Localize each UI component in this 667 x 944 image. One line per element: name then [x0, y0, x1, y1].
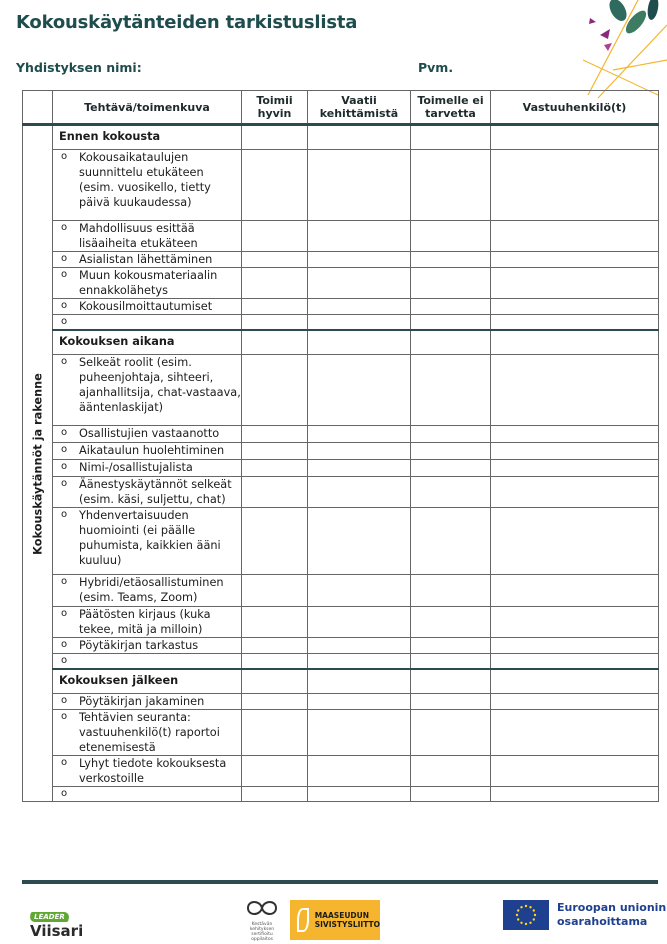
task-text: Mahdollisuus esittää lisäaiheita etukäteen [79, 222, 198, 250]
no-need-cell[interactable] [411, 654, 491, 670]
no-need-cell[interactable] [411, 252, 491, 268]
task-cell [53, 756, 242, 787]
bullet-icon: o [61, 576, 68, 587]
works-well-cell[interactable] [242, 252, 308, 268]
works-well-cell[interactable] [242, 221, 308, 252]
item-row [23, 654, 659, 670]
item-row [23, 575, 659, 607]
section-cell [411, 330, 491, 355]
needs-development-cell[interactable] [308, 268, 411, 299]
responsible-cell[interactable] [491, 299, 659, 315]
no-need-cell[interactable] [411, 221, 491, 252]
task-text: Kokousaikataulujen suunnittelu etukäteen (esim. vuosikello, tietty päivä kuukaudessa) [79, 151, 211, 209]
item-row [23, 508, 659, 575]
task-text: Kokousilmoittautumiset [79, 300, 213, 313]
section-cell [308, 125, 411, 150]
no-need-cell[interactable] [411, 443, 491, 460]
needs-development-cell[interactable] [308, 252, 411, 268]
task-cell [53, 607, 242, 638]
item-row [23, 252, 659, 268]
task-text [75, 787, 241, 801]
task-text: Tehtävien seuranta: vastuuhenkilö(t) raportoi etenemisestä [79, 711, 220, 754]
bullet-icon: o [61, 695, 68, 706]
bullet-icon: o [61, 788, 68, 799]
item-row [23, 315, 659, 331]
task-cell [53, 426, 242, 443]
item-row [23, 221, 659, 252]
task-text: Osallistujien vastaanotto [79, 427, 220, 440]
bullet-icon: o [61, 269, 68, 280]
task-text: Muun kokousmateriaalin ennakkolähetys [79, 269, 218, 297]
eu-star [529, 922, 531, 924]
no-need-cell[interactable] [411, 787, 491, 802]
bullet-icon: o [61, 151, 68, 162]
bullet-icon: o [61, 655, 68, 666]
no-need-cell[interactable] [411, 355, 491, 426]
task-cell [53, 575, 242, 607]
checklist-table [22, 90, 659, 802]
needs-development-cell[interactable] [308, 355, 411, 426]
responsible-cell[interactable] [491, 315, 659, 331]
responsible-cell[interactable] [491, 268, 659, 299]
bullet-icon: o [61, 253, 68, 264]
section-cell [242, 330, 308, 355]
task-cell [53, 508, 242, 575]
no-need-cell[interactable] [411, 508, 491, 575]
needs-development-cell[interactable] [308, 299, 411, 315]
header-responsible: Vastuuhenkilö(t) [491, 91, 659, 125]
vertical-label: Kokouskäytännöt ja rakenne [31, 372, 44, 555]
section-row [23, 669, 659, 694]
floral-decoration [578, 0, 667, 100]
bullet-icon: o [61, 711, 68, 722]
item-row [23, 268, 659, 299]
bullet-icon: o [61, 639, 68, 650]
section-row [23, 330, 659, 355]
eu-star [520, 906, 522, 908]
eu-flag-icon [503, 900, 549, 930]
header-task: Tehtävä/toimenkuva [53, 91, 242, 125]
task-cell [53, 787, 242, 802]
responsible-cell[interactable] [491, 426, 659, 443]
works-well-cell[interactable] [242, 150, 308, 221]
section-cell [411, 125, 491, 150]
responsible-cell[interactable] [491, 638, 659, 654]
eu-star [533, 918, 535, 920]
needs-development-cell[interactable] [308, 315, 411, 331]
infinity-icon [242, 898, 282, 918]
item-row [23, 694, 659, 710]
responsible-cell[interactable] [491, 575, 659, 607]
task-cell [53, 150, 242, 221]
header-blank [23, 91, 53, 125]
ms-text-1: MAASEUDUN [314, 911, 369, 920]
section-cell [242, 669, 308, 694]
task-text: Asialistan lähettäminen [79, 253, 213, 266]
responsible-cell[interactable] [491, 150, 659, 221]
task-text: Nimi-/osallistujalista [79, 461, 193, 474]
works-well-cell[interactable] [242, 607, 308, 638]
header-needs-development: Vaatii kehittämistä [308, 91, 411, 125]
works-well-cell[interactable] [242, 443, 308, 460]
responsible-cell[interactable] [491, 252, 659, 268]
no-need-cell[interactable] [411, 756, 491, 787]
no-need-cell[interactable] [411, 575, 491, 607]
responsible-cell[interactable] [491, 756, 659, 787]
task-cell [53, 268, 242, 299]
works-well-cell[interactable] [242, 756, 308, 787]
leader-name: Viisari [30, 922, 84, 940]
responsible-cell[interactable] [491, 460, 659, 477]
header-no-need: Toimelle ei tarvetta [411, 91, 491, 125]
task-text: Hybridi/etäosallistuminen (esim. Teams, Zoom) [79, 576, 224, 604]
no-need-cell[interactable] [411, 638, 491, 654]
bullet-icon: o [61, 427, 68, 438]
works-well-cell[interactable] [242, 268, 308, 299]
task-cell [53, 654, 242, 670]
responsible-cell[interactable] [491, 654, 659, 670]
leader-tag: LEADER [29, 912, 69, 922]
item-row [23, 787, 659, 802]
responsible-cell[interactable] [491, 443, 659, 460]
task-text: Lyhyt tiedote kokouksesta verkostoille [79, 757, 227, 785]
eu-star [517, 918, 519, 920]
bottom-rule [22, 880, 658, 884]
item-row [23, 638, 659, 654]
section-title: Kokouksen aikana [53, 330, 242, 355]
section-row [23, 125, 659, 150]
item-row [23, 355, 659, 426]
bullet-icon: o [61, 316, 68, 327]
item-row [23, 460, 659, 477]
needs-development-cell[interactable] [308, 221, 411, 252]
works-well-cell[interactable] [242, 638, 308, 654]
section-cell [308, 669, 411, 694]
task-cell [53, 252, 242, 268]
task-cell [53, 299, 242, 315]
no-need-cell[interactable] [411, 299, 491, 315]
needs-development-cell[interactable] [308, 694, 411, 710]
org-name-label: Yhdistyksen nimi: [16, 60, 142, 75]
item-row [23, 443, 659, 460]
task-cell [53, 477, 242, 508]
section-cell [308, 330, 411, 355]
works-well-cell[interactable] [242, 508, 308, 575]
needs-development-cell[interactable] [308, 654, 411, 670]
needs-development-cell[interactable] [308, 150, 411, 221]
eu-text [557, 901, 666, 929]
works-well-cell[interactable] [242, 460, 308, 477]
responsible-cell[interactable] [491, 787, 659, 802]
bullet-icon: o [61, 356, 68, 367]
eu-text-1: Euroopan unionin [557, 901, 667, 914]
bullet-icon: o [61, 509, 68, 520]
leaf-icon [297, 908, 309, 932]
eu-text-2: osarahoittama [557, 915, 648, 928]
responsible-cell[interactable] [491, 221, 659, 252]
section-cell [242, 125, 308, 150]
responsible-cell[interactable] [491, 477, 659, 508]
works-well-cell[interactable] [242, 315, 308, 331]
maaseudun-sivistysliitto-logo [240, 898, 380, 942]
bullet-icon: o [61, 300, 68, 311]
bullet-icon: o [61, 608, 68, 619]
works-well-cell[interactable] [242, 787, 308, 802]
item-row [23, 710, 659, 756]
no-need-cell[interactable] [411, 477, 491, 508]
item-row [23, 426, 659, 443]
needs-development-cell[interactable] [308, 607, 411, 638]
eu-star [525, 923, 527, 925]
header-works-well: Toimii hyvin [242, 91, 308, 125]
eu-star [520, 922, 522, 924]
bullet-icon: o [61, 444, 68, 455]
task-text: Äänestyskäytännöt selkeät (esim. käsi, suljettu, chat) [79, 478, 232, 506]
responsible-cell[interactable] [491, 607, 659, 638]
task-text [75, 315, 241, 329]
no-need-cell[interactable] [411, 315, 491, 331]
eu-star [529, 906, 531, 908]
responsible-cell[interactable] [491, 694, 659, 710]
task-text: Pöytäkirjan jakaminen [79, 695, 205, 708]
section-title: Ennen kokousta [53, 125, 242, 150]
page-title: Kokouskäytänteiden tarkistuslista [16, 12, 358, 33]
item-row [23, 607, 659, 638]
needs-development-cell[interactable] [308, 508, 411, 575]
needs-development-cell[interactable] [308, 638, 411, 654]
eu-cofunded-logo [503, 900, 666, 930]
needs-development-cell[interactable] [308, 787, 411, 802]
section-cell [411, 669, 491, 694]
eu-star [525, 905, 527, 907]
responsible-cell[interactable] [491, 355, 659, 426]
certified-text: Kestävän kehityksen sertifioitu oppilaitos [249, 922, 275, 942]
task-text: Pöytäkirjan tarkastus [79, 639, 199, 652]
needs-development-cell[interactable] [308, 477, 411, 508]
ms-box [290, 900, 380, 940]
ms-text [315, 911, 380, 929]
ms-text-2: SIVISTYSLIITTO [314, 920, 380, 929]
task-cell [53, 355, 242, 426]
task-cell [53, 443, 242, 460]
bullet-icon: o [61, 757, 68, 768]
task-text: Päätösten kirjaus (kuka tekee, mitä ja milloin) [79, 608, 211, 636]
works-well-cell[interactable] [242, 355, 308, 426]
needs-development-cell[interactable] [308, 756, 411, 787]
task-cell [53, 221, 242, 252]
task-cell [53, 638, 242, 654]
no-need-cell[interactable] [411, 607, 491, 638]
needs-development-cell[interactable] [308, 710, 411, 756]
bullet-icon: o [61, 222, 68, 233]
task-cell [53, 710, 242, 756]
task-text [75, 654, 241, 668]
header-row [23, 91, 659, 125]
needs-development-cell[interactable] [308, 460, 411, 477]
section-cell [491, 330, 659, 355]
item-row [23, 477, 659, 508]
needs-development-cell[interactable] [308, 426, 411, 443]
bullet-icon: o [61, 478, 68, 489]
no-need-cell[interactable] [411, 460, 491, 477]
leader-viisari-logo [30, 904, 83, 940]
works-well-cell[interactable] [242, 694, 308, 710]
task-text: Selkeät roolit (esim. puheenjohtaja, sihteeri, ajanhallitsija, chat-vastaava, ääntenlaskijat) [79, 356, 241, 414]
item-row [23, 299, 659, 315]
responsible-cell[interactable] [491, 710, 659, 756]
item-row [23, 150, 659, 221]
task-text: Yhdenvertaisuuden huomiointi (ei päälle puhumista, kaikkien ääni kuuluu) [79, 509, 221, 567]
no-need-cell[interactable] [411, 426, 491, 443]
section-title: Kokouksen jälkeen [53, 669, 242, 694]
item-row [23, 756, 659, 787]
needs-development-cell[interactable] [308, 443, 411, 460]
task-cell [53, 315, 242, 331]
no-need-cell[interactable] [411, 694, 491, 710]
vertical-label-cell [23, 125, 53, 802]
eu-star [516, 914, 518, 916]
section-cell [491, 669, 659, 694]
works-well-cell[interactable] [242, 575, 308, 607]
eu-star [534, 914, 536, 916]
certified-institution-logo [240, 898, 284, 942]
works-well-cell[interactable] [242, 299, 308, 315]
needs-development-cell[interactable] [308, 575, 411, 607]
no-need-cell[interactable] [411, 710, 491, 756]
date-label: Pvm. [418, 60, 454, 75]
section-cell [491, 125, 659, 150]
works-well-cell[interactable] [242, 710, 308, 756]
no-need-cell[interactable] [411, 150, 491, 221]
works-well-cell[interactable] [242, 426, 308, 443]
task-cell [53, 460, 242, 477]
no-need-cell[interactable] [411, 268, 491, 299]
eu-star [533, 909, 535, 911]
works-well-cell[interactable] [242, 654, 308, 670]
works-well-cell[interactable] [242, 477, 308, 508]
bullet-icon: o [61, 461, 68, 472]
responsible-cell[interactable] [491, 508, 659, 575]
eu-star [517, 909, 519, 911]
task-cell [53, 694, 242, 710]
task-text: Aikataulun huolehtiminen [79, 444, 225, 457]
